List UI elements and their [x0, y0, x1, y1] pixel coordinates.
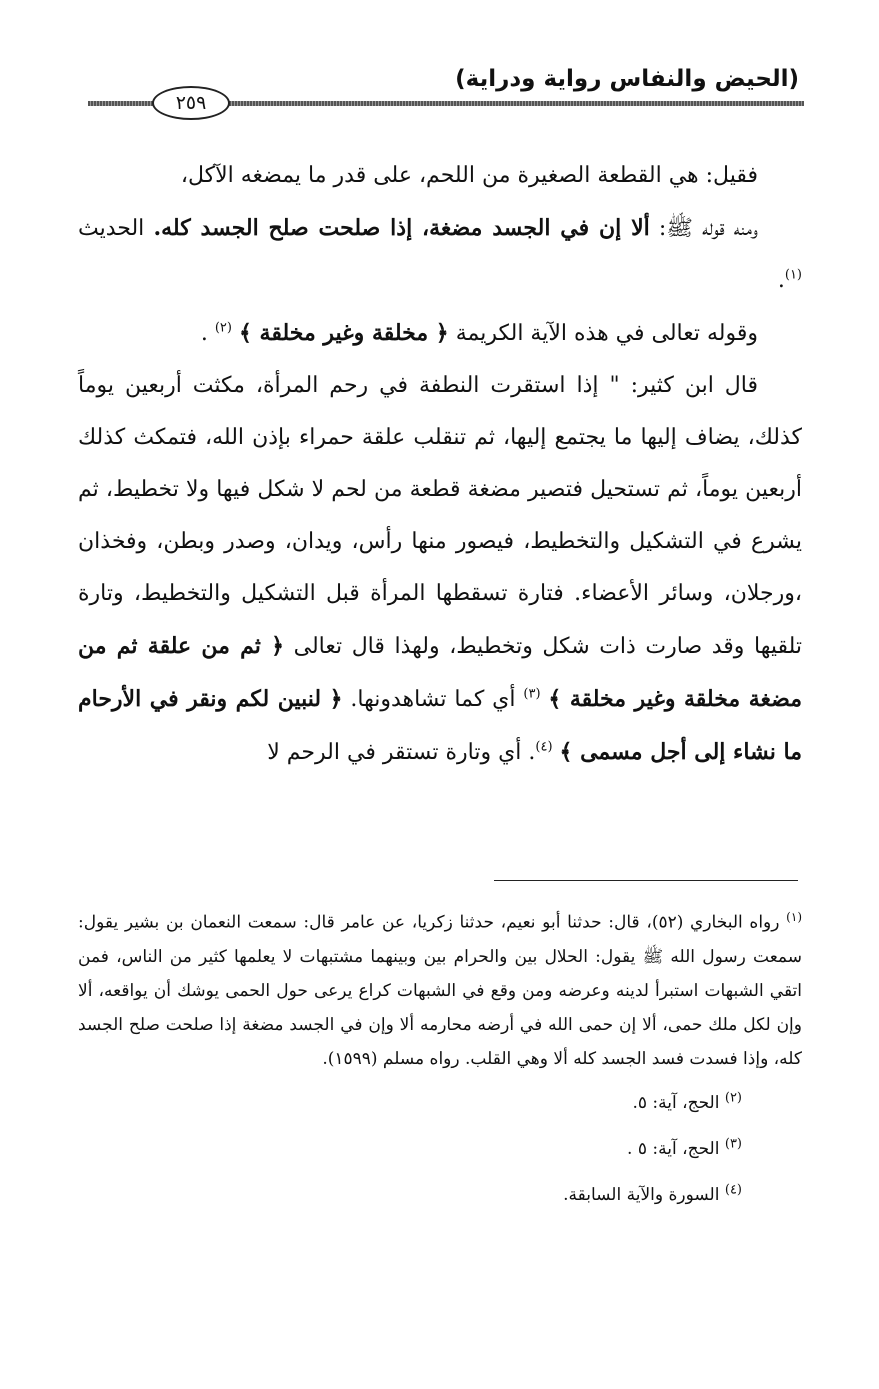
- main-text: [78, 150, 802, 779]
- page-number-text: ٢٥٩: [175, 92, 207, 114]
- footnote-2-mark: (٢): [724, 1090, 742, 1105]
- footnote-3-text: الحج، آية: ٥ .: [627, 1138, 720, 1159]
- footnote-2-text: الحج، آية: ٥.: [632, 1092, 720, 1113]
- footnote-4-text: السورة والآية السابقة.: [563, 1184, 720, 1205]
- paragraph-2: [78, 202, 802, 307]
- footnote-4-mark: (٤): [724, 1182, 742, 1197]
- ayah-quote-1: ﴿ مخلقة وغير مخلقة ﴾: [238, 320, 449, 346]
- paragraph-4-text-c: . أي وتارة تستقر في الرحم لا: [267, 740, 536, 765]
- running-header-title: (الحيض والنفاس رواية ودراية): [455, 66, 799, 92]
- paragraph-1: فقيل: هي القطعة الصغيرة من اللحم، على قدر ما يمضغه الآكل،: [180, 163, 758, 188]
- paragraph-3-intro: وقوله تعالى في هذه الآية الكريمة: [448, 321, 758, 346]
- paragraph-4-text-a: قال ابن كثير: " إذا استقرت النطفة في رحم المرأة، مكثت أربعين يوماً كذلك، يضاف إليها ما يجتمع إليها، ثم تنقلب علقة حمراء بإذن الله، فتمكث كذلك أربعين يوماً، ثم تستحيل فتصير مضغة قطعة من لحم لا شكل فيها ولا تخطيط، ثم يشرع في التشكيل والتخطيط، فيصور منها رأس، ويدان، وصدر وبطن، وفخذان ،ورجلان، وسائر الأعضاء. فتارة تسقطها المرأة قبل التشكيل والتخطيط، وتارة تلقيها وقد صارت ذات شكل وتخطيط، ولهذا قال تعالى: [78, 373, 803, 659]
- footnote-separator: [494, 880, 798, 881]
- ayah-quote-2: ﴿ ثم من علقة ثم من مضغة مخلقة وغير مخلقة ﴾: [78, 633, 802, 712]
- footnotes: [78, 900, 802, 1214]
- footnote-ref-3[interactable]: (٣): [523, 686, 541, 702]
- page-number: [152, 86, 230, 120]
- footnote-3: [78, 1130, 802, 1168]
- footnote-ref-2[interactable]: (٢): [214, 320, 232, 336]
- footnote-3-mark: (٣): [724, 1136, 742, 1151]
- footnote-1-mark: (١): [786, 910, 802, 924]
- paragraph-3-end: .: [200, 321, 215, 346]
- footnote-1-text: رواه البخاري (٥٢)، قال: حدثنا أبو نعيم، حدثنا زكريا، عن عامر قال: سمعت النعمان بن بشير يقول: سمعت رسول الله ﷺ يقول: الحلال بين والحرام بين وبينهما مشتبهات لا يعلمها كثير من الناس، فمن اتقي الشبهات استبرأ لدينه وعرضه ومن وقع في الشبهات كراع يرعى حول الحمى يوشك أن يواقعه، ألا وإن لكل ملك حمى، ألا إن حمى الله في أرضه محارمه ألا وإن في الجسد مضغة إذا صلحت صلح الجسد كله، وإذا فسدت فسد الجسد كله ألا وهي القلب. رواه مسلم (١٥٩٩).: [78, 912, 802, 1069]
- paragraph-3: [78, 307, 802, 360]
- hadith-quote: ألا إن في الجسد مضغة، إذا صلحت صلح الجسد كله.: [153, 215, 650, 241]
- ayah-quote-3: ﴿ لنبين لكم ونقر في الأرحام ما نشاء إلى أجل مسمى ﴾: [78, 686, 802, 765]
- footnote-ref-4[interactable]: (٤): [535, 739, 553, 755]
- paragraph-2-intro: ومنه قوله ﷺ:: [649, 216, 758, 241]
- footnote-ref-1[interactable]: (١): [784, 267, 802, 283]
- paragraph-2-end: .: [777, 268, 785, 293]
- footnote-1: [78, 900, 802, 1076]
- footnote-4: [78, 1176, 802, 1214]
- footnote-2: [78, 1084, 802, 1122]
- paragraph-4-text-b: أي كما تشاهدونها.: [342, 687, 524, 712]
- paragraph-4: [78, 360, 802, 779]
- paragraph-2-tail: الحديث: [78, 216, 154, 241]
